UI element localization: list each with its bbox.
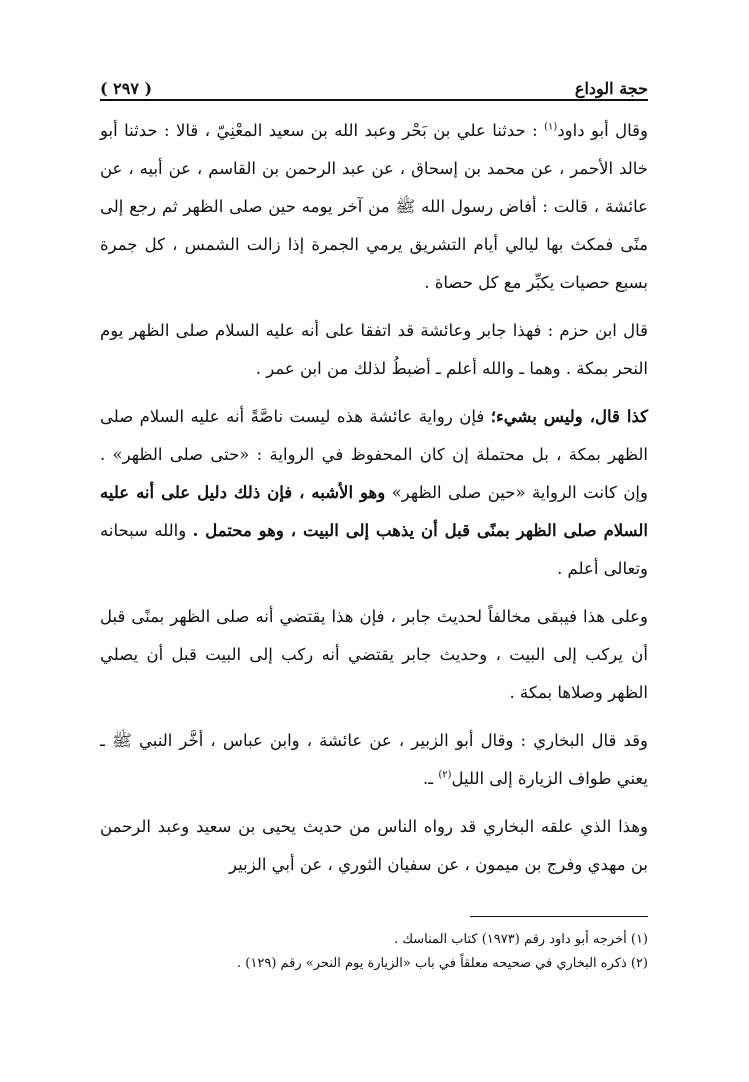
paragraph-3-tail: والله سبحانه وتعالى أعلم .: [100, 521, 648, 578]
header-divider: [100, 99, 648, 101]
footnote-divider: [470, 916, 648, 917]
paragraph-1-text-b: : حدثنا علي بن بَحْر وعبد الله بن سعيد المعْنِيّ ، قالا : حدثنا أبو خالد الأحمر ، عن محمد بن إسحاق ، عن عبد الرحمن بن القاسم ، عن أبيه ، عن عائشة ، قالت : أفاض رسول الله ﷺ من آخر يومه حين صلى الظهر ثم رجع إلى منًى فمكث بها ليالي أيام التشريق يرمي الجمرة إذا زالت الشمس ، كل جمرة بسبع حصيات يكبِّر مع كل حصاة .: [100, 121, 648, 292]
page-header: [100, 64, 648, 98]
paragraph-6: وهذا الذي علقه البخاري قد رواه الناس من حديث يحيى بن سعيد وعبد الرحمن بن مهدي وفرج بن ميمون ، عن سفيان الثوري ، عن أبي الزبير: [100, 817, 648, 874]
paragraph-4: وعلى هذا فيبقى مخالفاً لحديث جابر ، فإن هذا يقتضي أنه صلى الظهر بمنًى قبل أن يركب إلى البيت ، وحديث جابر يقتضي أنه ركب إلى البيت قبل أن يصلي الظهر وصلاها بمكة .: [100, 607, 648, 702]
paragraph-3-middle: فإن رواية عائشة هذه ليست ناصَّةً أنه عليه السلام صلى الظهر بمكة ، بل محتملة إن كان المحفوظ في الرواية : «حتى صلى الظهر» . وإن كانت الرواية «حين صلى الظهر»: [100, 407, 648, 502]
paragraph-5: [100, 722, 648, 798]
paragraph-3: [100, 398, 648, 588]
page-number: ( ٢٩٧ ): [100, 79, 153, 98]
footnote-marker-2: (٢): [438, 769, 452, 781]
paragraph-3-bold-start: كذا قال، وليس بشيء؛: [490, 407, 648, 426]
footnotes: [100, 928, 648, 976]
running-title: حجة الوداع: [574, 79, 648, 98]
paragraph-5-text-a: وقد قال البخاري : وقال أبو الزبير ، عن عائشة ، وابن عباس ، أخَّر النبي ﷺ ـ يعني طواف الزيارة إلى الليل: [100, 731, 648, 788]
paragraph-1: [100, 112, 648, 302]
paragraph-1-text-a: وقال أبو داود: [557, 121, 648, 140]
footnote-marker-1: (١): [544, 121, 558, 133]
paragraph-3-bold-end: وهو الأشبه ، فإن ذلك دليل على أنه عليه السلام صلى الظهر بمنًى قبل أن يذهب إلى البيت ، وهو محتمل .: [100, 483, 648, 540]
footnote-1: (١) أخرجه أبو داود رقم (١٩٧٣) كتاب المناسك .: [394, 932, 648, 947]
paragraph-5-text-b: ـ.: [423, 769, 439, 788]
footnote-2: (٢) ذكره البخاري في صحيحه معلقاً في باب «الزيارة يوم النحر» رقم (١٢٩) .: [237, 956, 648, 971]
body-text: [100, 112, 648, 894]
paragraph-2: قال ابن حزم : فهذا جابر وعائشة قد اتفقا على أنه عليه السلام صلى الظهر يوم النحر بمكة . وهما ـ والله أعلم ـ أضبطُ لذلك من ابن عمر .: [100, 321, 648, 378]
